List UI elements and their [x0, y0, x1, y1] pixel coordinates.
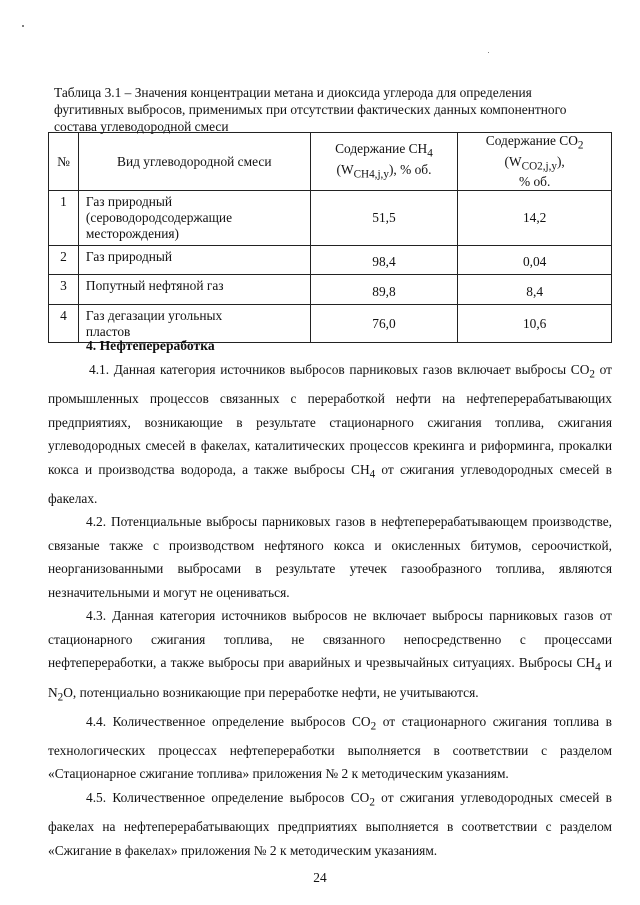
- header-number: №: [49, 133, 79, 191]
- row-number: 3: [49, 275, 79, 305]
- header-mixture-type: Вид углеводородной смеси: [78, 133, 310, 191]
- row-number: 1: [49, 191, 79, 246]
- table-header-row: [49, 133, 612, 191]
- table-row: [49, 246, 612, 275]
- mixture-name: Газ природный: [78, 246, 310, 275]
- paragraph-4-3: 4.3. Данная категория источников выбросов не включает выбросы парниковых газов от стационарного сжигания топлива, не связанного непосредственно с процессами нефтепереработки, а также выбросы при аварийных и чрезвычайных ситуациях. Выбросы $CH_4$ и $N_2O$, потенциально возникающие при переработке нефти, не учитываются.: [48, 608, 612, 704]
- section-title: 4. Нефтепереработка: [86, 338, 215, 353]
- header-ch4-content: Содержание $CH_4$ $(W_{CH4,j,y})$, % об.: [310, 133, 458, 191]
- ch4-value: 76,0: [310, 305, 458, 343]
- paragraph-4-1: 4.1. Данная категория источников выбросов парниковых газов включает выбросы $CO_2$ от промышленных процессов связанных с переработкой нефти на нефтеперерабатывающих предприятиях, возникающие в результате стационарного сжигания топлива, сжигания углеводородных смесей в факелах, каталитических процессов крекинга и риформинга, прокалки кокса и производства водорода, а также выбросы $CH_4$ от сжигания углеводородных смесей в факелах.: [48, 362, 613, 506]
- paragraph-4-2: 4.2. Потенциальные выбросы парниковых газов в нефтеперерабатывающем производстве, связаные также с производством нефтяного кокса и окисленных битумов, сероочисткой, неорганизованными выбросами в результате утечек газообразного топлива, являются незначительными и могут не оцениваться.: [48, 514, 612, 600]
- page-number: 24: [313, 870, 327, 885]
- mixture-name: Газ дегазации угольных пластов: [78, 305, 310, 343]
- co2-value: 10,6: [458, 305, 612, 343]
- methane-co2-table: [48, 132, 612, 343]
- table-row: [49, 275, 612, 305]
- body-text: [48, 358, 612, 862]
- ch4-value: 98,4: [310, 246, 458, 275]
- paragraph-4-5: 4.5. Количественное определение выбросов $CO_2$ от сжигания углеводородных смесей в факелах на нефтеперерабатывающих предприятиях выполняется в соответствии с разделом «Сжигание в факелах» приложения № 2 к методическим указаниям.: [48, 789, 612, 858]
- paragraph-4-4: 4.4. Количественное определение выбросов $CO_2$ от стационарного сжигания топлива в технологических процессах нефтепереработки выполняется в соответствии с разделом «Стационарное сжигание топлива» приложения № 2 к методическим указаниям.: [48, 713, 612, 782]
- scan-speck: [22, 25, 24, 27]
- co2-value: 8,4: [458, 275, 612, 305]
- co2-value: 0,04: [458, 246, 612, 275]
- scan-speck: [488, 52, 489, 53]
- mixture-name: Попутный нефтяной газ: [78, 275, 310, 305]
- mixture-name: Газ природный (сероводородсодержащие месторождения): [78, 191, 310, 246]
- table-row: [49, 191, 612, 246]
- row-number: 2: [49, 246, 79, 275]
- co2-value: 14,2: [458, 191, 612, 246]
- row-number: 4: [49, 305, 79, 343]
- ch4-value: 89,8: [310, 275, 458, 305]
- table-caption: Таблица 3.1 – Значения концентрации метана и диоксида углерода для определения фугитивных выбросов, применимых при отсутствии фактических данных компонентного состава углеводородной смеси: [54, 85, 567, 134]
- header-co2-content: Содержание $CO_2$ $(W_{CO2,j,y})$, % об.: [458, 133, 612, 191]
- ch4-value: 51,5: [310, 191, 458, 246]
